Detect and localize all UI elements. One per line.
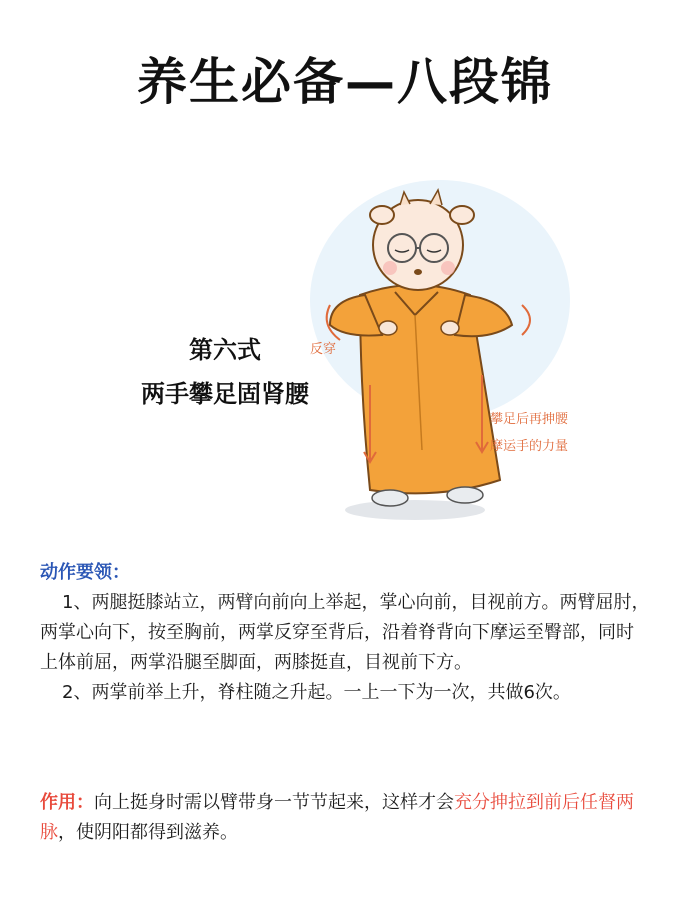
annotation-right-1: 攀足后再抻腰 bbox=[490, 412, 569, 427]
effect-text-after: ，使阴阳都得到滋养。 bbox=[58, 822, 238, 843]
instructions-step-1: 1、两腿挺膝站立，两臂向前向上举起，掌心向前，目视前方。两臂屈肘，两掌心向下，按至胸前，两掌反穿至背后，沿着脊背向下摩运至臀部，同时上体前屈，两掌沿腿至脚面，两膝挺直，目视前下方。 bbox=[40, 592, 650, 673]
form-number: 第六式 bbox=[189, 336, 261, 364]
illustration bbox=[290, 150, 620, 540]
effect-heading: 作用： bbox=[40, 792, 94, 813]
page-title: 养生必备—八段锦 bbox=[137, 53, 553, 111]
form-name: 两手攀足固肾腰 bbox=[141, 380, 309, 408]
left-hand bbox=[379, 321, 397, 335]
effect-section bbox=[40, 788, 650, 848]
left-foot bbox=[372, 490, 408, 506]
instructions-section bbox=[40, 558, 650, 708]
mouth bbox=[414, 269, 422, 275]
cheek-left bbox=[383, 261, 397, 275]
annotation-left: 反穿 bbox=[310, 342, 337, 357]
right-ear bbox=[450, 206, 474, 224]
effect-highlight: 充分抻拉到前后任督两脉 bbox=[40, 792, 634, 843]
right-hand bbox=[441, 321, 459, 335]
left-ear bbox=[370, 206, 394, 224]
instructions-step-2: 2、两掌前举上升，脊柱随之升起。一上一下为一次，共做6次。 bbox=[62, 682, 571, 703]
effect-text-before: 向上挺身时需以臂带身一节节起来，这样才会 bbox=[94, 792, 454, 813]
figure-illustration bbox=[290, 150, 620, 540]
instructions-heading: 动作要领： bbox=[40, 562, 130, 583]
right-foot bbox=[447, 487, 483, 503]
annotation-right-2: 摩运手的力量 bbox=[490, 439, 569, 454]
cheek-right bbox=[441, 261, 455, 275]
